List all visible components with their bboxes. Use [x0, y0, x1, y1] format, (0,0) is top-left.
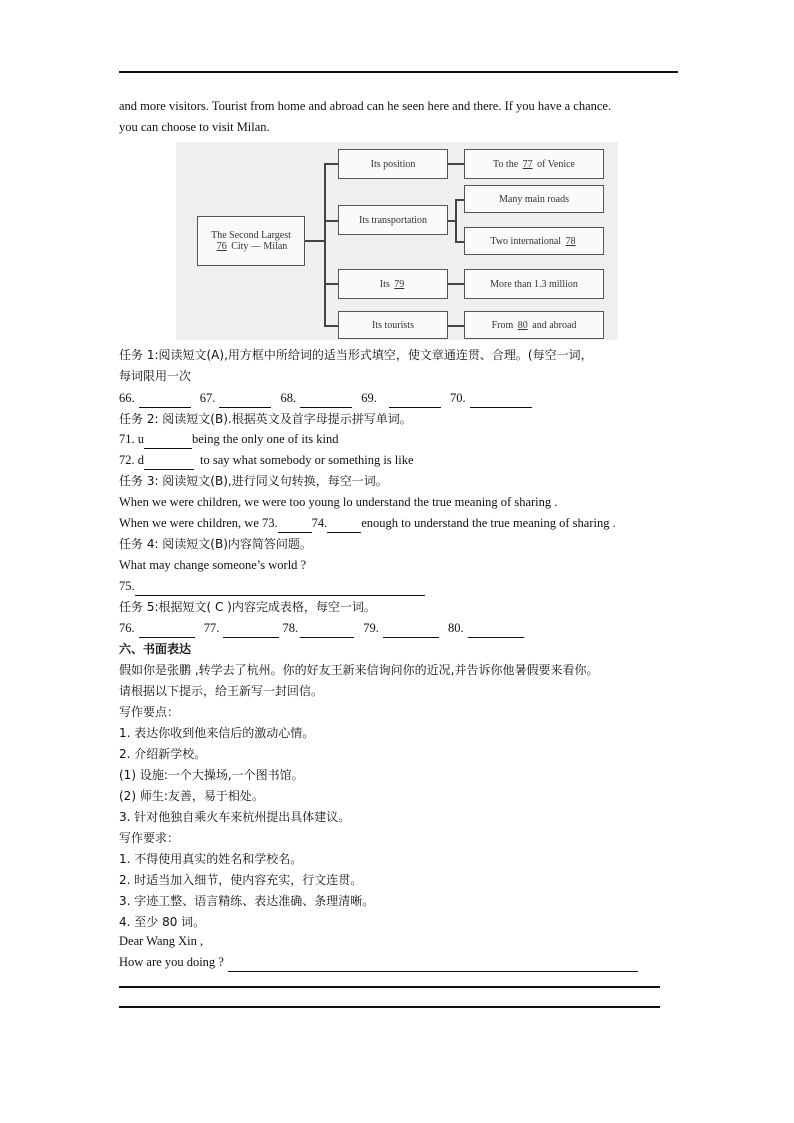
q70-blank[interactable] — [470, 389, 532, 408]
q77-blank[interactable] — [223, 619, 279, 638]
letter-opening — [119, 953, 638, 972]
root-line2 — [215, 241, 288, 252]
task1-title: 任务 1:阅读短文(A),用方框中所给词的适当形式填空，使文章通连贯、合理。(每空一词， — [119, 348, 593, 362]
q72-text: to say what somebody or something is like — [200, 453, 414, 467]
blank-78: 78 — [565, 235, 576, 247]
connector — [324, 220, 338, 222]
population-box — [338, 269, 448, 299]
letter-line-1[interactable] — [228, 953, 638, 972]
task5-title: 任务 5:根据短文( C )内容完成表格，每空一词。 — [119, 600, 376, 614]
connector — [455, 199, 457, 242]
letter-opening-text: How are you doing ? — [119, 955, 224, 969]
task3-suffix: enough to understand the true meaning of sharing . — [361, 516, 616, 530]
requirement-item: 3. 字迹工整、语言精练、表达准确、条理清晰。 — [119, 894, 375, 908]
transportation-box: Its transportation — [338, 205, 448, 235]
writing-prompt-2: 请根据以下提示，给王新写一封回信。 — [119, 684, 324, 698]
q68-label: 68. — [280, 391, 297, 405]
q71-text: being the only one of its kind — [192, 432, 339, 446]
q66-blank[interactable] — [139, 389, 191, 408]
blank-76: 76 — [216, 241, 227, 252]
position-detail-prefix: To the — [493, 158, 519, 170]
requirement-item: 4. 至少 80 词。 — [119, 915, 206, 929]
task1-title-2: 每词限用一次 — [119, 369, 192, 383]
connector — [448, 325, 464, 327]
connector — [448, 283, 464, 285]
point-item: 3. 针对他独自乘火车来杭州提出具体建议。 — [119, 810, 351, 824]
connector — [324, 163, 326, 326]
points-title: 写作要点： — [119, 705, 180, 719]
header-rule — [119, 71, 678, 73]
letter-salutation: Dear Wang Xin , — [119, 934, 204, 948]
task1-answers — [119, 389, 532, 408]
position-box: Its position — [338, 149, 448, 179]
point-item: (1) 设施:一个大操场,一个图书馆。 — [119, 768, 304, 782]
point-item: 1. 表达你收到他来信后的激动心情。 — [119, 726, 315, 740]
q72-num: 72. d — [119, 453, 144, 467]
task4-question: What may change someone’s world ? — [119, 558, 307, 572]
tourists-detail-box — [464, 311, 604, 339]
q75-blank[interactable] — [135, 577, 425, 596]
point-item: (2) 师生:友善，易于相处。 — [119, 789, 264, 803]
connector — [324, 325, 338, 327]
connector — [455, 241, 464, 243]
population-label: Its — [379, 278, 390, 290]
writing-prompt-1: 假如你是张鹏 ,转学去了杭州。你的好友王新来信询问你的近况,并告诉你他暑假要来看你。 — [119, 663, 599, 677]
q77-label: 77. — [203, 621, 220, 635]
writing-heading: 六、书面表达 — [119, 642, 192, 656]
q67-blank[interactable] — [219, 389, 271, 408]
intro-line-2: you can choose to visit Milan. — [119, 120, 270, 134]
q79-label: 79. — [363, 621, 379, 635]
root-line1: The Second Largest — [211, 230, 291, 241]
blank-79: 79 — [394, 278, 405, 290]
q66-label: 66. — [119, 391, 135, 405]
requirement-item: 2. 时适当加入细节，使内容充实，行文连贯。 — [119, 873, 363, 887]
intro-line-1: and more visitors. Tourist from home and abroad can he seen here and there. If you have a chance. — [119, 99, 612, 113]
q76-label: 76. — [119, 621, 135, 635]
q78-label: 78. — [282, 621, 299, 635]
answer-line[interactable] — [119, 986, 660, 988]
q71-blank[interactable] — [144, 430, 192, 449]
q73-blank[interactable] — [278, 514, 312, 533]
requirement-item: 1. 不得使用真实的姓名和学校名。 — [119, 852, 303, 866]
connector — [448, 163, 464, 165]
population-detail-box: More than 1.3 million — [464, 269, 604, 299]
connector — [305, 240, 325, 242]
connector — [324, 283, 338, 285]
blank-77: 77 — [522, 158, 533, 170]
airports-box — [464, 227, 604, 255]
q68-blank[interactable] — [300, 389, 352, 408]
answer-line[interactable] — [119, 1006, 660, 1008]
task3-title: 任务 3: 阅读短文(B),进行同义句转换，每空一词。 — [119, 474, 388, 488]
q72 — [119, 451, 414, 470]
task4-title: 任务 4: 阅读短文(B)内容简答问题。 — [119, 537, 312, 551]
task5-answers — [119, 619, 524, 638]
root-box — [197, 216, 305, 266]
tourists-box: Its tourists — [338, 311, 448, 339]
root-line2-suffix: City — Milan — [231, 241, 288, 252]
q75 — [119, 577, 425, 596]
point-item: 2. 介绍新学校。 — [119, 747, 207, 761]
q70-label: 70. — [450, 391, 466, 405]
task3-sentence: When we were children, we were too young lo understand the true meaning of sharing . — [119, 495, 558, 509]
task3-mid: 74. — [311, 516, 328, 530]
position-detail-box — [464, 149, 604, 179]
q76-blank[interactable] — [139, 619, 195, 638]
q75-num: 75. — [119, 579, 135, 593]
q69-blank[interactable] — [389, 389, 441, 408]
blank-80: 80 — [517, 319, 528, 331]
tourists-detail-prefix: From — [491, 319, 514, 331]
airports-prefix: Two international — [490, 235, 562, 247]
task3-prefix: When we were children, we 73. — [119, 516, 278, 530]
requirements-title: 写作要求： — [119, 831, 180, 845]
roads-box: Many main roads — [464, 185, 604, 213]
tourists-detail-suffix: and abroad — [532, 319, 577, 331]
task2-title: 任务 2: 阅读短文(B).根据英文及首字母提示拼写单词。 — [119, 412, 412, 426]
position-detail-suffix: of Venice — [537, 158, 575, 170]
q69-label: 69. — [361, 391, 377, 405]
q74-blank[interactable] — [327, 514, 361, 533]
q72-blank[interactable] — [144, 451, 194, 470]
connector — [324, 163, 338, 165]
q71-num: 71. u — [119, 432, 144, 446]
q71 — [119, 430, 339, 449]
connector — [455, 199, 464, 201]
q79-blank[interactable] — [383, 619, 439, 638]
task3-rewrite — [119, 514, 616, 533]
q80-label: 80. — [448, 621, 464, 635]
milan-diagram — [176, 142, 618, 340]
q78-blank[interactable] — [300, 619, 354, 638]
q80-blank[interactable] — [468, 619, 524, 638]
q67-label: 67. — [199, 391, 216, 405]
